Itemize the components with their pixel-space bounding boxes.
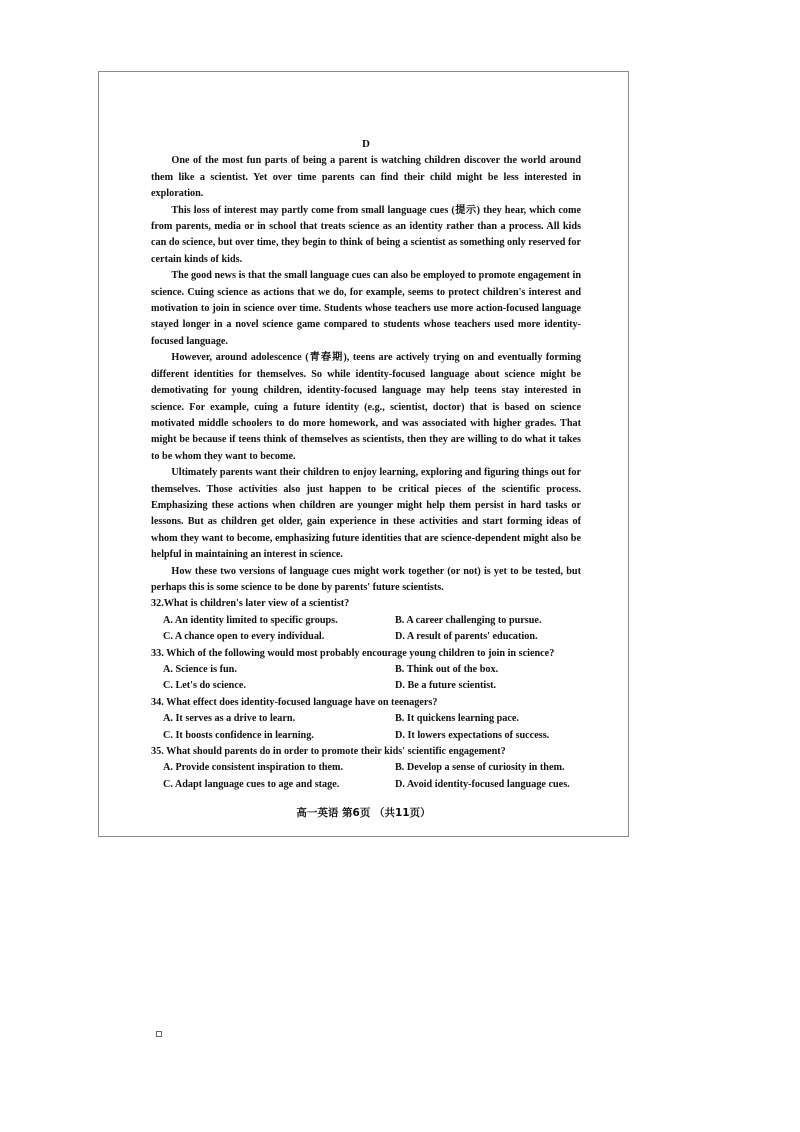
question-stem: 34. What effect does identity-focused language have on teenagers? <box>151 696 438 708</box>
option-d[interactable]: D. Avoid identity-focused language cues. <box>395 778 570 790</box>
question-32 <box>151 596 581 645</box>
paragraph-4: However, around adolescence (青春期), teens are actively trying on and eventually forming different identities for themselves. So while identity-focused language about science might be demotivating for young children, identity-focused language may help teens stay interested in science. For example, cuing a future identity (e.g., scientist, doctor) that is based on science motivated middle schoolers to do more homework, and was associated with higher grades. That might be because if teens think of themselves as scientists, then they are willing to do what it takes to be whom they want to become. <box>151 352 581 462</box>
passage-content <box>151 136 581 793</box>
question-stem: 33. Which of the following would most probably encourage young children to join in science? <box>151 647 555 659</box>
option-c[interactable]: C. A chance open to every individual. <box>163 631 325 643</box>
question-options <box>151 760 581 793</box>
question-stem: 32.What is children's later view of a scientist? <box>151 598 350 610</box>
option-b[interactable]: B. A career challenging to pursue. <box>395 614 542 626</box>
question-options <box>151 613 581 646</box>
question-34 <box>151 695 581 744</box>
option-a[interactable]: A. It serves as a drive to learn. <box>163 713 296 725</box>
question-options <box>151 711 581 744</box>
option-b[interactable]: B. Develop a sense of curiosity in them. <box>395 762 565 774</box>
option-b[interactable]: B. It quickens learning pace. <box>395 713 519 725</box>
paragraph-5: Ultimately parents want their children to enjoy learning, exploring and figuring things out for themselves. Those activities also just happen to be critical pieces of the scientific process. Emphasizing these actions when children are younger might help them persist in hard tasks or lessons. But as children get older, gain experience in these activities and start forming ideas of whom they want to become, emphasizing future identities that are science-dependent might also be helpful in maintaining an interest in science. <box>151 467 581 561</box>
option-a[interactable]: A. Science is fun. <box>163 664 237 675</box>
paragraph-3: The good news is that the small language cues can also be employed to promote engagement in science. Cuing science as actions that we do, for example, seems to protect children's interest and motivation to join in science over time. Students whose teachers use more action-focused language stayed longer in a novel science game compared to students whose teachers used more identity-focused language. <box>151 270 581 347</box>
section-title: D <box>362 138 370 150</box>
page-footer: 高一英语 第6页 （共11页） <box>296 807 431 819</box>
page-sheet <box>98 71 629 837</box>
small-square-mark <box>156 1031 162 1037</box>
question-33 <box>151 646 581 695</box>
paragraph-2: This loss of interest may partly come from small language cues (提示) they hear, which come from parents, media or in school that treats science as an identity rather than a process. All kids can do science, but over time, they begin to think of being a scientist as something only reserved for certain kinds of kids. <box>151 204 581 265</box>
option-c[interactable]: C. Let's do science. <box>163 680 246 692</box>
paragraph-1: One of the most fun parts of being a parent is watching children discover the world around them like a scientist. Yet over time parents can find their child might be less interested in exploration. <box>151 155 581 200</box>
option-d[interactable]: D. A result of parents' education. <box>395 631 538 643</box>
option-c[interactable]: C. It boosts confidence in learning. <box>163 729 314 741</box>
option-a[interactable]: A. Provide consistent inspiration to them. <box>163 762 344 774</box>
option-d[interactable]: D. It lowers expectations of success. <box>395 729 550 741</box>
question-stem: 35. What should parents do in order to promote their kids' scientific engagement? <box>151 746 506 758</box>
option-d[interactable]: D. Be a future scientist. <box>395 680 497 692</box>
paragraph-6: How these two versions of language cues might work together (or not) is yet to be tested, but perhaps this is some science to be done by parents' future scientists. <box>151 565 581 593</box>
question-35 <box>151 744 581 793</box>
option-a[interactable]: A. An identity limited to specific groups. <box>163 614 338 626</box>
question-options <box>151 662 581 695</box>
option-b[interactable]: B. Think out of the box. <box>395 664 499 675</box>
option-c[interactable]: C. Adapt language cues to age and stage. <box>163 778 340 790</box>
